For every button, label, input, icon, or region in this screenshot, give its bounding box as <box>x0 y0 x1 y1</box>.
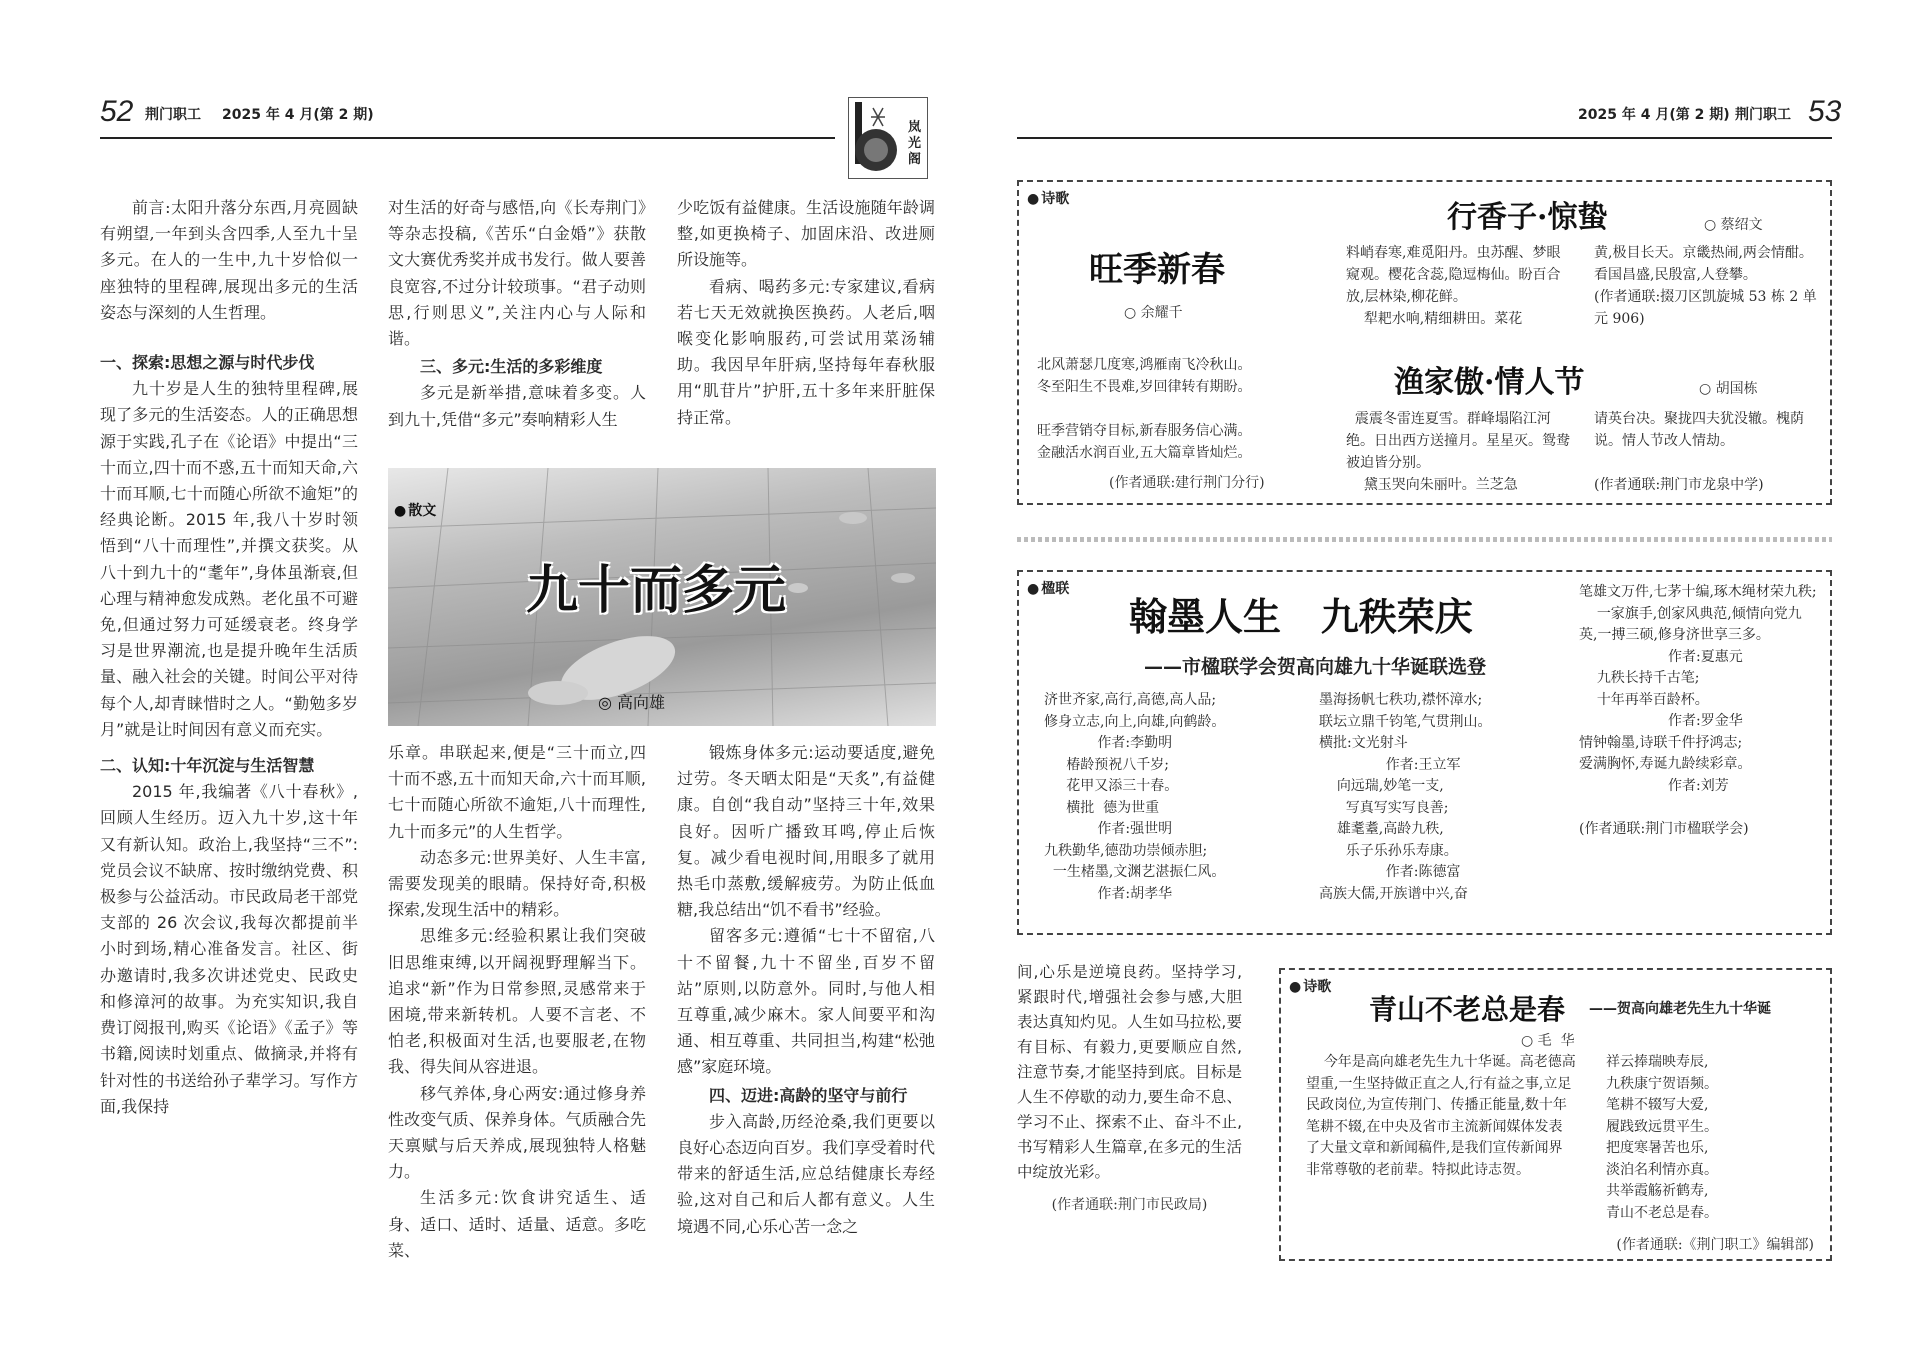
page-number-right: 53 <box>1808 95 1842 128</box>
essay-heading-2: 二、认知:十年沉淀与生活智慧 <box>100 756 315 776</box>
poem2-title: 行香子·惊蛰 <box>1447 200 1608 235</box>
essay-column-3-bottom <box>677 740 935 1265</box>
essay-paragraph: 看病、喝药多元:专家建议,看病若七天无效就换医换药。人老后,咽喉变化影响服药,可尝试用菜汤辅助。我因早年肝病,坚持每年春秋服用“肌苷片”护肝,五十多年来肝脏保持正常。 <box>677 276 935 427</box>
essay-preface: 前言:太阳升落分东西,月亮圆缺有朔望,一年到头含四季,人至九十呈多元。在人的一生中,九十岁恰似一座独特的里程碑,展现出多元的生活姿态与深刻的人生哲理。 <box>100 198 358 322</box>
birthday-poem-source: (作者通联:《荆门职工》编辑部) <box>1616 1237 1814 1253</box>
essay-title-image <box>388 468 936 726</box>
issue-date-left: 2025 年 4 月(第 2 期) <box>222 107 374 123</box>
poems-section-tag: ● 诗歌 <box>1027 188 1069 208</box>
page-number-left: 52 <box>100 95 134 128</box>
poem1-title: 旺季新春 <box>1089 250 1225 290</box>
couplet-column-2: 墨海扬帆七秩功,襟怀漳水; 联坛立鼎千钧笔,气贯荆山。 横批:文光射斗 作者:王立军 向远瑞,妙笔一支, 写真写实写良善; 雄耄耋,高龄九秩, 乐子乐孙乐寿康。 作者:陈德富 高族大儒,开族谱中兴,奋 <box>1319 692 1492 902</box>
header-rule-left <box>100 137 835 139</box>
essay-heading-3: 三、多元:生活的多彩维度 <box>420 357 603 377</box>
essay-paragraph: 多元是新举措,意味着多变。人到九十,凭借“多元”奏响精彩人生 <box>388 383 646 429</box>
couplet-title: 翰墨人生 九秩荣庆 <box>1129 594 1473 639</box>
birthday-poem-box <box>1279 968 1832 1261</box>
poem1-source: (作者通联:建行荆门分行) <box>1109 475 1265 491</box>
essay-paragraph: 对生活的好奇与感悟,向《长寿荆门》等杂志投稿,《苦乐“白金婚”》获散文大赛优秀奖并成书发行。做人要善良宽容,不过分计较琐事。“君子动则思,行则思义”,关注内心与人际和谐。 <box>388 198 646 349</box>
essay-paragraph: 锻炼身体多元:运动要适度,避免过劳。冬天晒太阳是“天炙”,有益健康。自创“我自动”坚持三十年,效果良好。因听广播致耳鸣,停止后恢复。减少看电视时间,用眼多了就用热毛巾蒸敷,缓解疲劳。为防止低血糖,我总结出“饥不看书”经验。 <box>677 743 935 920</box>
section-divider <box>1017 537 1832 542</box>
poem1-text: 北风萧瑟几度寒,鸿雁南飞冷秋山。 冬至阳生不畏难,岁回律转有期盼。 旺季营销夺目标,新春服务信心满。 金融活水润百业,五大篇章皆灿烂。 <box>1037 357 1252 461</box>
header-rule-right <box>1017 137 1832 139</box>
essay-paragraph: 步入高龄,历经沧桑,我们更要以良好心态迈向百岁。我们享受着时代带来的舒适生活,应总结健康长寿经验,这对自己和后人都有意义。人生境遇不同,心乐心苦一念之 <box>677 1111 935 1236</box>
birthday-poem-author: ○ 毛 华 <box>1521 1033 1575 1049</box>
couplet-subtitle: ——市楹联学会贺高向雄九十华诞联选登 <box>1144 656 1487 678</box>
essay-author: ◎ 高向雄 <box>598 693 666 712</box>
essay-column-4 <box>1017 960 1242 1260</box>
essay-title: 九十而多元 <box>526 561 787 621</box>
essay-source: (作者通联:荆门市民政局) <box>1051 1197 1208 1213</box>
essay-paragraph: 间,心乐是逆境良药。坚持学习,紧跟时代,增强社会参与感,大胆表达真知灼见。人生如马拉松,要有目标、有毅力,更要顺应自然,注意节奏,才能坚持到底。目标是人生不停歇的动力,要生命不息、学习不止、探索不止、奋斗不止,书写精彩人生篇章,在多元的生活中绽放光彩。 <box>1017 963 1242 1181</box>
essay-paragraph: 2015 年,我编著《八十春秋》,回顾人生经历。迈入九十岁,这十年又有新认知。政治上,我坚持“三不”:党员会议不缺席、按时缴纳党费、积极参与公益活动。市民政局老干部党支部的 26 次会议,我每次都提前半小时到场,精心准备发言。社区、街办邀请时,我多次讲述党史、民政史和修漳河的故事。为充实知识,我自费订阅报刊,购买《论语》《孟子》等书籍,阅读时划重点、做摘录,并将有针对性的书送给孙子辈学习。写作方面,我保持 <box>100 782 358 1116</box>
birthday-poem-subtitle: ——贺高向雄老先生九十华诞 <box>1589 1001 1771 1017</box>
issue-date-right: 2025 年 4 月(第 2 期) <box>1578 107 1730 123</box>
poem3-title: 渔家傲·情人节 <box>1394 365 1585 400</box>
poem2-text-right: 黄,极目长天。京畿热闹,两会情酣。看国昌盛,民殷富,人登攀。 (作者通联:掇刀区凯旋城 53 栋 2 单元 906) <box>1594 245 1817 327</box>
essay-paragraph: 乐章。串联起来,便是“三十而立,四十而不惑,五十而知天命,六十而耳顺,七十而随心所欲不逾矩,八十而理性,九十而多元”的人生哲学。 <box>388 743 646 841</box>
essay-paragraph: 思维多元:经验积累让我们突破旧思维束缚,以开阔视野理解当下。追求“新”作为日常参照,灵感常来于困境,带来新转机。人要不言老、不怕老,积极面对生活,也要服老,在物我、得失间从容进退。 <box>388 926 646 1077</box>
couplet-box <box>1017 570 1832 935</box>
birthday-poem-prose: 今年是高向雄老先生九十华诞。高老德高望重,一生坚持做正直之人,行有益之事,立足民政岗位,为宣传荆门、传播正能量,数十年笔耕不辍,在中央及省市主流新闻媒体发表了大量文章和新闻稿件,是我们宣传新闻界非常尊敬的老前辈。特拟此诗志贺。 <box>1306 1054 1576 1178</box>
section-logo <box>848 97 928 179</box>
couplet-column-3: 笔雄文万件,七茅十编,琢木绳材荣九秩; 一家旗手,创家风典范,倾情向党九英,一搏三硕,修身济世享三多。 作者:夏惠元 九秩长持千古笔; 十年再举百龄杯。 作者:罗金华 情钟翰墨,诗联千件抒鸿志; 爱满胸怀,寿诞九龄续彩章。 作者:刘芳 (作者通联:荆门市楹联学会) <box>1579 584 1817 837</box>
couplet-section-tag: ● 楹联 <box>1027 578 1069 598</box>
publication-name-left: 荆门职工 <box>145 107 201 123</box>
poem2-author: ○ 蔡绍文 <box>1704 217 1763 233</box>
essay-column-2-top <box>388 195 646 455</box>
poems-box <box>1017 180 1832 505</box>
birthday-poem-tag: ● 诗歌 <box>1289 976 1331 996</box>
poem3-author: ○ 胡国栋 <box>1699 381 1758 397</box>
poem2-text-left: 料峭春寒,难觅阳丹。虫苏醒、梦眼窥观。樱花含蕊,隐逗梅仙。盼百合放,层林染,柳花鲜。 犁耙水响,精细耕田。菜花 <box>1346 245 1561 327</box>
essay-heading-1: 一、探索:思想之源与时代步伐 <box>100 353 315 373</box>
section-logo-text: 岚光阁 <box>908 120 922 167</box>
poem1-author: ○ 余耀千 <box>1124 305 1183 321</box>
couplet-column-1: 济世齐家,高行,高德,高人品; 修身立志,向上,向雄,向鹤龄。 作者:李勤明 椿龄预祝八千岁; 花甲又添三十春。 横批 德为世重 作者:强世明 九秩勤华,德劭功崇倾赤胆; 一生楮墨,文渊艺湛振仁风。 作者:胡孝华 <box>1044 692 1226 902</box>
birthday-poem-verse: 祥云捧瑞映寿辰, 九秩康宁贺语频。 笔耕不辍写大爱, 履践致远贯平生。 把度寒暑苦也乐, 淡泊名利情亦真。 共举霞觞祈鹤寿, 青山不老总是春。 <box>1606 1054 1718 1221</box>
essay-column-3-top <box>677 195 935 455</box>
emblem-icon <box>851 98 901 178</box>
publication-name-right: 荆门职工 <box>1735 107 1791 123</box>
essay-heading-4: 四、迈进:高龄的坚守与前行 <box>709 1085 908 1105</box>
essay-paragraph: 动态多元:世界美好、人生丰富,需要发现美的眼睛。保持好奇,积极探索,发现生活中的精彩。 <box>388 847 646 920</box>
birthday-poem-title: 青山不老总是春 <box>1369 993 1566 1026</box>
essay-paragraph: 留客多元:遵循“七十不留宿,八十不留餐,九十不留坐,百岁不留站”原则,以防意外。同时,与他人相互尊重,减少麻木。家人间要平和沟通、相互尊重、共同担当,构建“松弛感”家庭环境。 <box>677 926 935 1077</box>
essay-paragraph: 九十岁是人生的独特里程碑,展现了多元的生活姿态。人的正确思想源于实践,孔子在《论语》中提出“三十而立,四十而不惑,五十而知天命,六十而耳顺,七十而随心所欲不逾矩”的经典论断。2015 年,我八十岁时领悟到“八十而理性”,并撰文获奖。从八十到九十的“耄年”,身体虽渐衰,但心理与精神愈发成熟。老化虽不可避免,但通过努力可延缓衰老。终身学习是世界潮流,也是提升晚年生活质量、融入社会的关键。时间公平对待每个人,却青睐惜时之人。“勤勉多岁月”就是让时间因有意义而充实。 <box>100 379 358 739</box>
essay-column-2-bottom <box>388 740 646 1265</box>
essay-paragraph: 少吃饭有益健康。生活设施随年龄调整,如更换椅子、加固床沿、改进厕所设施等。 <box>677 198 935 270</box>
poem3-text-left: 震震冬雷连夏雪。群峰塌陷江河绝。日出西方送撞月。星星灭。鸳鸯被迫皆分别。 黛玉哭向朱丽叶。兰芝急 <box>1346 411 1570 493</box>
essay-paragraph: 移气养体,身心两安:通过修身养性改变气质、保养身体。气质融合先天禀赋与后天养成,展现独特人格魅力。 <box>388 1083 646 1182</box>
essay-column-1 <box>100 195 358 1270</box>
essay-paragraph: 生活多元:饮食讲究适生、适身、适口、适时、适量、适意。多吃菜、 <box>388 1188 646 1260</box>
poem3-text-right: 请英台决。聚拢四夫犹没辙。槐荫说。情人节改人情劫。 (作者通联:荆门市龙泉中学) <box>1594 411 1804 493</box>
essay-section-tag: ● 散文 <box>394 500 436 520</box>
